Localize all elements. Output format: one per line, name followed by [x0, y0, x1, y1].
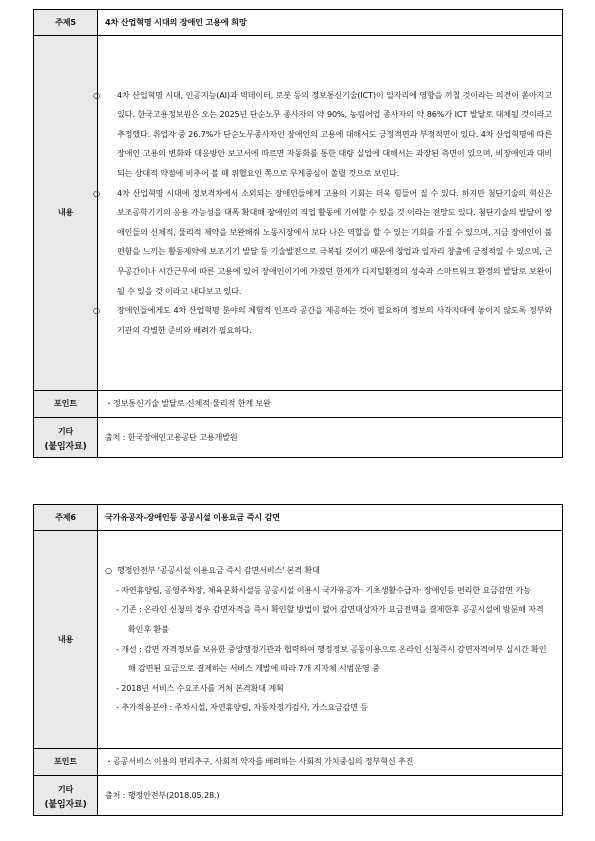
point-text: ・정보통신기술 발달로 신체적·물리적 한계 보완 — [98, 391, 563, 418]
etc-label-sub: (붙임자료) — [44, 441, 87, 452]
etc-label — [34, 776, 98, 816]
circle-bullet-icon: ○ — [105, 565, 112, 576]
content-body — [98, 531, 563, 749]
etc-label-main: 기타 — [57, 426, 74, 437]
point-text: ・공공서비스 이용의 편리추구, 사회적 약자를 배려하는 사회적 가치중심의 정부혁신 추진 — [98, 749, 563, 776]
content-subitem: - 개선 : 감면 자격정보를 보유한 중앙행정기관과 협력하여 행정정보 공동이용으로 온라인 신청즉시 감면자격여부 실시간 확인해 감면된 요금으로 결제하는 서비스 개발에 따라 7개 지자체 시범운영 중 — [116, 643, 547, 674]
content-body — [93, 36, 563, 391]
etc-text: 출처 : 행정안전부(2018.05.28.) — [98, 776, 563, 816]
circle-bullet-icon: ○ — [93, 89, 100, 100]
content-subitem: - 2018년 서비스 수요조사를 거쳐 본격확대 계획 — [116, 682, 284, 693]
topic-label: 주제5 — [34, 10, 98, 36]
topic-title: 국가유공자-장애인등 공공시설 이용요금 즉시 감면 — [98, 505, 563, 531]
section5-table — [33, 9, 563, 458]
content-lead: ○ 행정안전부 '공공시설 이용요금 즉시 감면서비스' 본격 확대 — [105, 561, 552, 581]
content-subitem: - 자연휴양림, 공영주차장, 체육문화시설등 공공시설 이용시 국가유공자· 기초생활수급자· 장애인등 편리한 요금감면 가능 — [116, 584, 531, 595]
circle-bullet-icon: ○ — [93, 305, 100, 316]
content-subitem: - 추가적용분야 : 주차시설, 자연휴양림, 자동차정기검사, 가스요금감면 등 — [116, 702, 368, 713]
topic-title: 4차 산업혁명 시대의 장애인 고용에 희망 — [98, 10, 563, 36]
content-label: 내용 — [34, 36, 98, 391]
content-subitem: - 기존 : 온라인 신청의 경우 감면자격을 즉시 확인할 방법이 없어 감면대상자가 요금전액을 결제한후 공공시설에 방문해 자격 확인후 환불 — [116, 604, 544, 634]
content-label: 내용 — [34, 531, 98, 749]
point-label: 포인트 — [34, 749, 98, 776]
etc-text: 출처 : 한국장애인고용공단 고용개발원 — [98, 418, 563, 458]
circle-bullet-icon: ○ — [93, 187, 100, 198]
content-bullet: ○ 4차 산업혁명 시대, 인공지능(AI)과 빅데이터, 로봇 등의 정보통신기술(ICT)이 일자리에 영향을 끼칠 것이라는 의견이 쏟아지고 있다. 한국고용정보원은 오는 2025년 단순노무 종사자의 약 90%, 농림어업 종사자의 약 86%가 ICT 발달로 대체될 것이라고 추정했다. 취업자 중 26.7%가 단순노무종사자인 장애인의 고용에 대해서도 긍정적면과 부정적면이 있다. 4차 산업혁명에 따른 장애인 고용의 변화와 대응방안 보고서에 따르면 자동화를 통한 대량 실업에 대해서는 과장된 측면이 있으며, 비장애인과 대비되는 상대적 약점에 비추어 볼 때 위협요인 쪽으로 무게중심이 쏠릴 것으로 보인다. — [105, 86, 552, 184]
content-bullet: ○ 장애인들에게도 4차 산업혁명 분야의 체험적 인프라 공간을 제공하는 것이 필요하며 정보의 사각지대에 놓이지 않도록 정부와 기관의 각별한 준비와 배려가 필요하다. — [105, 301, 552, 340]
etc-label-sub: (붙임자료) — [44, 799, 87, 810]
section6-table — [33, 504, 563, 816]
point-label: 포인트 — [34, 391, 98, 418]
etc-label-main: 기타 — [57, 784, 74, 795]
topic-label: 주제6 — [34, 505, 98, 531]
content-bullet: ○ 4차 산업혁명 시대에 정보격차에서 소외되는 장애인들에게 고용의 기회는 더욱 힘들어 질 수 있다. 하지만 첨단기술의 혁신은 보조공학기기의 응용 가능성을 대폭 확대해 장애인의 직업 활동에 기여할 수 있을 것 이라는 전망도 있다. 첨단기술의 발달이 장애인들의 신체적, 물리적 제약을 보완해줘 노동시장에서 보다 나은 역할을 할 수 있는 기회를 가질 수 있으며, 지금 장애인이 불편함을 느끼는 활동제약에 보조기기 발달 등 기술발전으로 극복될 것이기 때문에 창업과 일자리 창출에 긍정적일 수 있으며, 근무공간이나 시간근무에 따른 고용에 있어 장애인이기에 가졌던 한계가 디지털환경의 성숙과 스마트워크 환경의 발달로 보완이 될 수 있을 것 이라고 내다보고 있다. — [105, 184, 552, 302]
etc-label — [34, 418, 98, 458]
